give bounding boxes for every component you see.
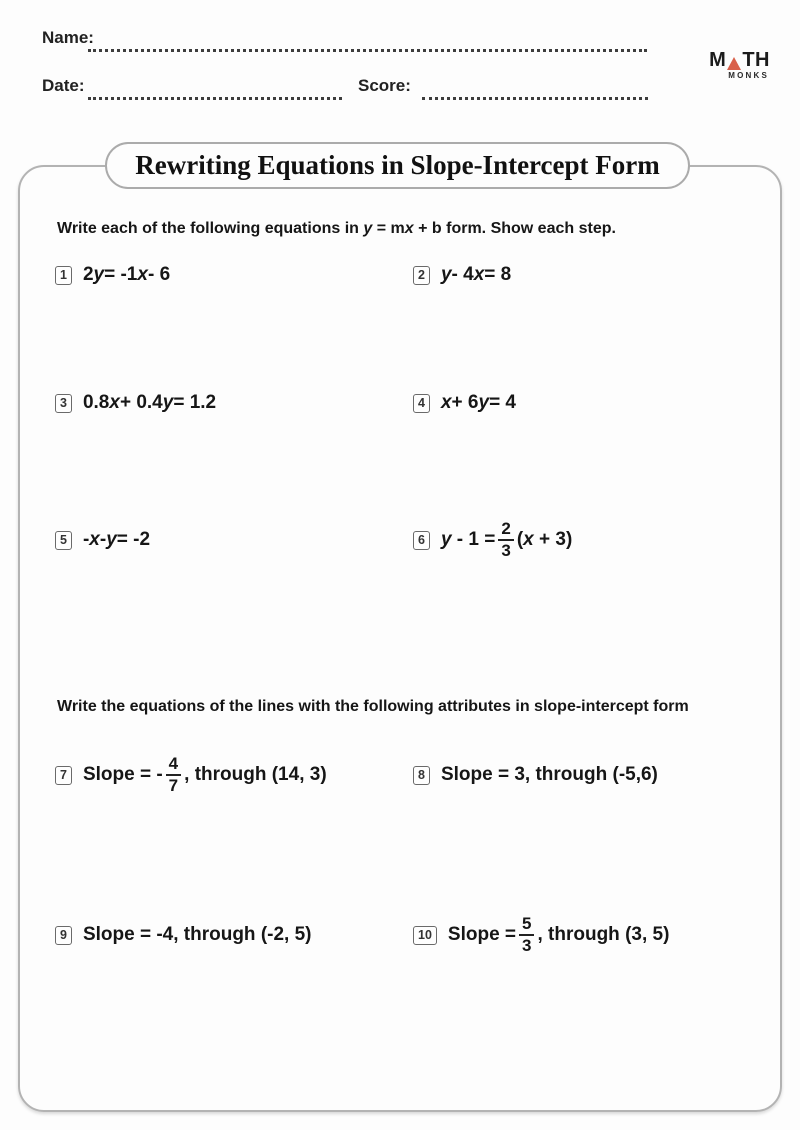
date-label: Date:: [42, 76, 85, 95]
problem-1-equation: 2 y = -1 x - 6: [82, 264, 171, 285]
problem-6-equation: [441, 520, 572, 560]
worksheet-title: Rewriting Equations in Slope-Intercept Form: [105, 142, 690, 189]
problem-6-fraction: [498, 520, 513, 560]
problem-8-equation: Slope = 3, through (-5,6): [440, 764, 658, 785]
problem-3-number-box: 3: [55, 394, 72, 413]
problem-1: [55, 255, 170, 295]
problem-10-equation-left: Slope =: [447, 924, 517, 945]
problem-10-number-box: 10: [413, 926, 437, 945]
section1-instruction: Write each of the following equations in y = mx + b form. Show each step.: [57, 220, 616, 237]
problem-7-equation-left: Slope = -: [82, 764, 163, 785]
logo-subtext: MONKS: [728, 71, 769, 80]
problem-7-fraction: [166, 755, 181, 795]
problem-2-equation: y - 4 x = 8: [440, 264, 512, 285]
problem-9: [55, 900, 312, 970]
problem-7-fraction-numerator: 4: [168, 754, 179, 774]
score-field-line: [422, 97, 648, 100]
score-label: Score:: [358, 76, 411, 95]
problem-9-number-box: 9: [55, 926, 72, 945]
problem-3-equation: 0.8 x + 0.4 y = 1.2: [82, 392, 217, 413]
problem-8-number-box: 8: [413, 766, 430, 785]
problem-7-equation-right: , through (14, 3): [184, 764, 327, 785]
math-monks-logo: [698, 50, 770, 80]
problem-10-fraction-denominator: 3: [519, 934, 534, 955]
problem-6-number-box: 6: [413, 531, 430, 550]
logo-letter-m: M: [709, 49, 727, 71]
problem-2-number-box: 2: [413, 266, 430, 285]
logo-letters-th: TH: [742, 49, 770, 71]
problem-5-number-box: 5: [55, 531, 72, 550]
section2-instruction: Write the equations of the lines with the following attributes in slope-intercept form: [57, 698, 689, 715]
problem-6-equation-left: y - 1 =: [440, 529, 496, 550]
problem-7-fraction-denominator: 7: [166, 774, 181, 795]
problem-4: [413, 383, 516, 423]
problem-5-equation: - x - y = -2: [82, 529, 151, 550]
name-label: Name:: [42, 28, 94, 47]
problem-10-equation: [448, 915, 670, 955]
problem-2: [413, 255, 511, 295]
problem-10-equation-right: , through (3, 5): [537, 924, 670, 945]
problem-1-number-box: 1: [55, 266, 72, 285]
problem-7-equation: [83, 755, 327, 795]
date-field-line: [88, 97, 342, 100]
problem-6-fraction-numerator: 2: [501, 519, 511, 539]
name-field-line: [88, 49, 647, 52]
problem-4-equation: x + 6 y = 4: [440, 392, 517, 413]
problem-6-equation-right: (x + 3): [516, 529, 573, 550]
problem-6-fraction-denominator: 3: [498, 539, 513, 560]
problem-4-number-box: 4: [413, 394, 430, 413]
problem-8: [413, 740, 658, 810]
problem-10: [413, 900, 669, 970]
problem-5: [55, 505, 150, 575]
logo-triangle-icon: [727, 57, 741, 70]
problem-3: [55, 383, 216, 423]
problem-9-equation: Slope = -4, through (-2, 5): [82, 924, 312, 945]
problem-7: [55, 740, 327, 810]
problem-10-fraction-numerator: 5: [522, 914, 532, 934]
problem-7-number-box: 7: [55, 766, 72, 785]
logo-wordmark: [698, 50, 770, 70]
problem-6: [413, 505, 572, 575]
problem-10-fraction: [519, 915, 534, 955]
